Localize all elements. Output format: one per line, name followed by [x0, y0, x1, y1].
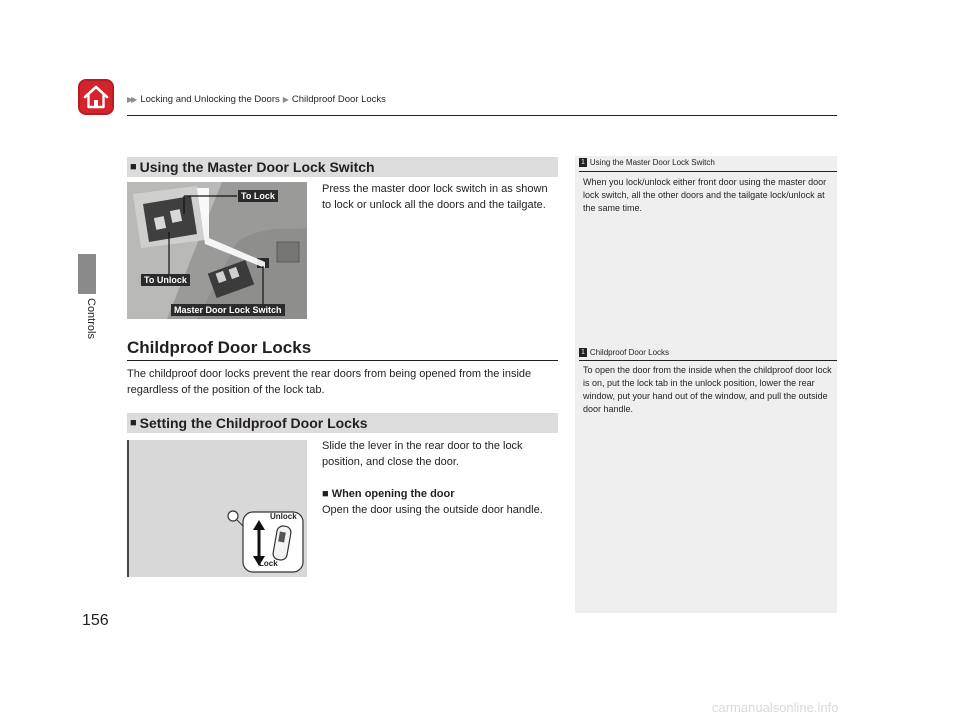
- master-switch-instruction: Press the master door lock switch in as shown to lock or unlock all the doors and the tailgate.: [322, 183, 548, 211]
- breadcrumb-arrow-icon: ▶: [282, 95, 287, 104]
- note-heading-master-switch: [579, 158, 715, 167]
- breadcrumb: [127, 94, 386, 105]
- lock-label: Lock: [259, 559, 278, 568]
- note-heading-text: Using the Master Door Lock Switch: [589, 158, 715, 167]
- section-heading-text: Setting the Childproof Door Locks: [139, 415, 368, 431]
- note-number-badge: 1: [581, 349, 585, 356]
- master-switch-callout: Master Door Lock Switch: [171, 304, 285, 316]
- breadcrumb-arrow-icon: ▶▶: [127, 95, 136, 104]
- childproof-lever-illustration: [127, 440, 307, 577]
- section-heading-master-switch: [127, 157, 558, 177]
- to-lock-callout: To Lock: [238, 190, 278, 202]
- page-number: 156: [82, 612, 109, 629]
- note-body-master-switch: When you lock/unlock either front door using the master door lock switch, all the other doors and the tailgate lock/unlock at the same time.: [583, 177, 827, 213]
- opening-door-subheading: [322, 486, 455, 502]
- breadcrumb-item[interactable]: Locking and Unlocking the Doors: [140, 94, 280, 105]
- section-heading-text: Using the Master Door Lock Switch: [139, 159, 375, 175]
- home-icon[interactable]: [77, 78, 115, 116]
- note-divider: [579, 171, 837, 172]
- to-unlock-callout: To Unlock: [141, 274, 190, 286]
- childproof-instruction: Slide the lever in the rear door to the lock position, and close the door.: [322, 440, 523, 468]
- section-heading-childproof: [127, 413, 558, 433]
- master-switch-photo: [127, 182, 307, 319]
- unlock-label: Unlock: [270, 512, 297, 521]
- subheading-text: When opening the door: [331, 488, 455, 500]
- childproof-intro: The childproof door locks prevent the rear doors from being opened from the inside regardless of the position of the lock tab.: [127, 368, 532, 396]
- header-divider: [127, 115, 837, 116]
- page-title: Childproof Door Locks: [127, 338, 312, 357]
- watermark: carmanualsonline.info: [712, 700, 839, 715]
- note-heading-childproof: [579, 348, 669, 357]
- side-section-label: Controls: [85, 298, 97, 339]
- square-bullet-icon: ■: [130, 417, 137, 429]
- title-divider: [127, 360, 558, 361]
- note-body-childproof: To open the door from the inside when the childproof door lock is on, put the lock tab in the unlock position, lower the rear window, put your hand out of the window, and pull the outside door handle.: [583, 365, 832, 414]
- breadcrumb-item[interactable]: Childproof Door Locks: [291, 94, 386, 105]
- square-bullet-icon: ■: [130, 161, 137, 173]
- section-tab-marker: [78, 254, 96, 294]
- note-heading-text: Childproof Door Locks: [589, 348, 670, 357]
- note-divider: [579, 360, 837, 361]
- note-number-badge: 1: [581, 159, 585, 166]
- square-bullet-icon: ■: [322, 488, 332, 500]
- opening-door-instruction: Open the door using the outside door handle.: [322, 504, 543, 516]
